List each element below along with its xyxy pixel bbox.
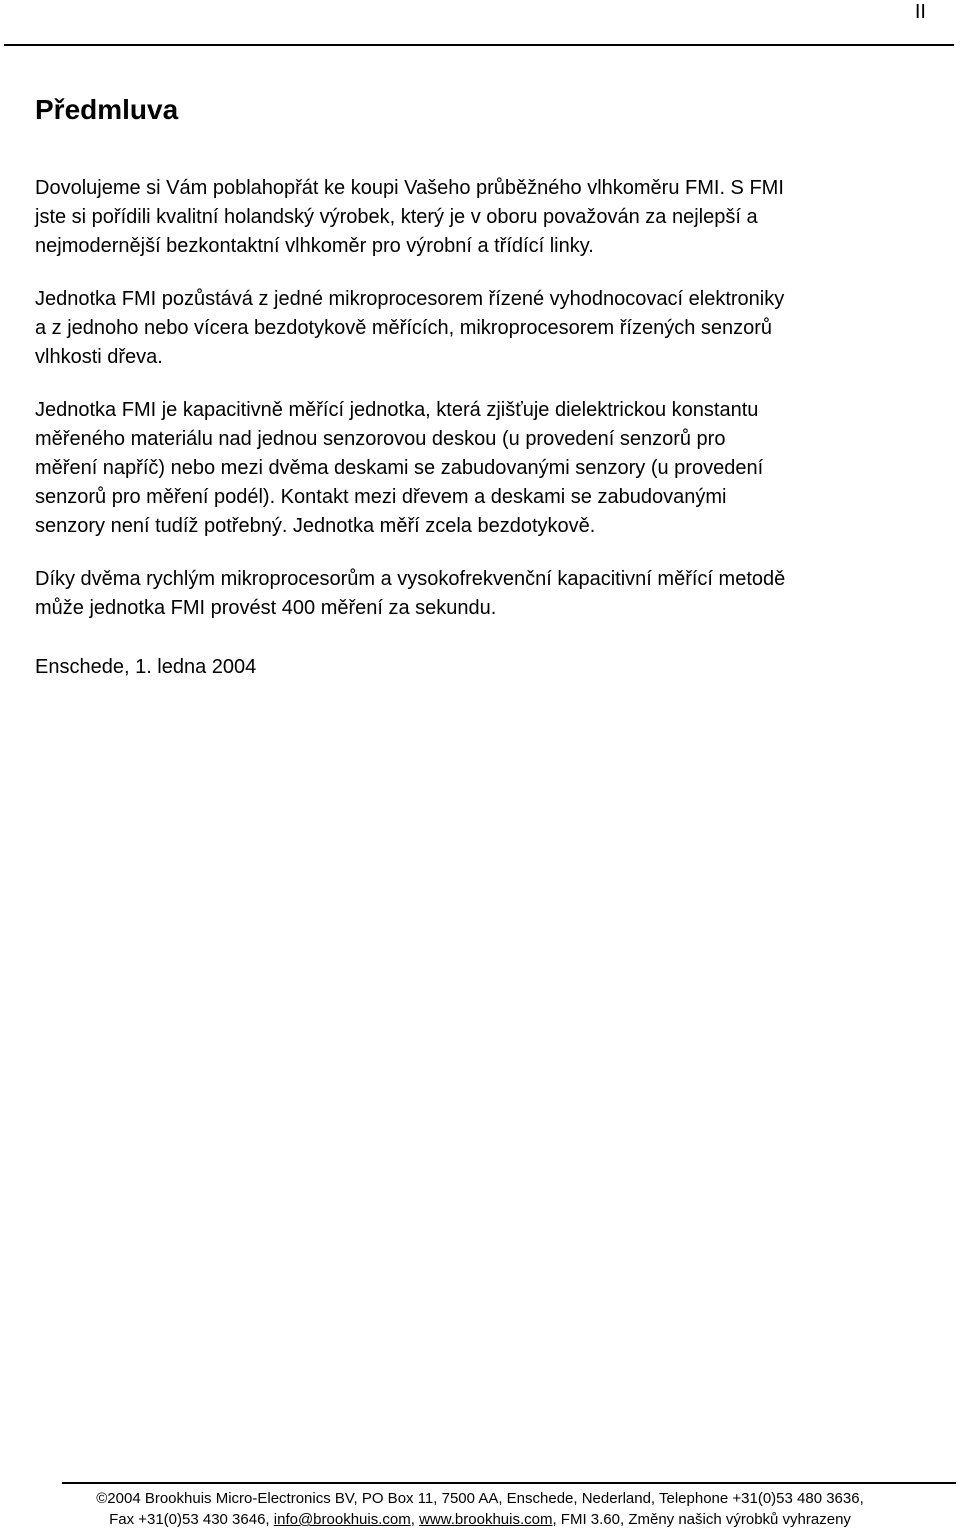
paragraph-speed: Díky dvěma rychlým mikroprocesorům a vysokofrekvenční kapacitivní měřící metodě může jednotka FMI provést 400 měření za sekundu. [35,568,786,619]
header-rule [4,44,954,46]
paragraph-measurement: Jednotka FMI je kapacitivně měřící jednotka, která zjišťuje dielektrickou konstantu měřeného materiálu nad jednou senzorovou deskou (u provedení senzorů pro měření napříč) nebo mezi dvěma deskami se zabudovanými senzory (u provedení senzorů pro měření podél). Kontakt mezi dřevem a deskami se zabudovanými senzory není tudíž potřebný. Jednotka měří zcela bezdotykově. [35,399,764,537]
website-link[interactable]: www.brookhuis.com [419,1511,553,1528]
signoff-date: Enschede, 1. ledna 2004 [35,656,257,678]
content [35,90,930,706]
footer [0,1488,960,1530]
page-number: II [914,1,926,23]
footer-line-1: ©2004 Brookhuis Micro-Electronics BV, PO Box 11, 7500 AA, Enschede, Nederland, Telephone +31(0)53 480 3636, [96,1490,864,1507]
footer-rule [62,1482,956,1484]
page-title: Předmluva [35,94,179,125]
paragraph-composition: Jednotka FMI pozůstává z jedné mikroprocesorem řízené vyhodnocovací elektroniky a z jednoho nebo vícera bezdotykově měřících, mikroprocesorem řízených senzorů vlhkosti dřeva. [35,288,785,368]
footer-tail: , FMI 3.60, Změny našich výrobků vyhrazeny [552,1511,851,1528]
paragraph-intro: Dovolujeme si Vám poblahopřát ke koupi Vašeho průběžného vlhkoměru FMI. S FMI jste si pořídili kvalitní holandský výrobek, který je v oboru považován za nejlepší a nejmodernější bezkontaktní vlhkoměr pro výrobní a třídící linky. [35,177,784,257]
footer-separator: , [410,1511,420,1528]
footer-fax: Fax +31(0)53 430 3646, [109,1511,274,1528]
email-link[interactable]: info@brookhuis.com [273,1511,411,1528]
